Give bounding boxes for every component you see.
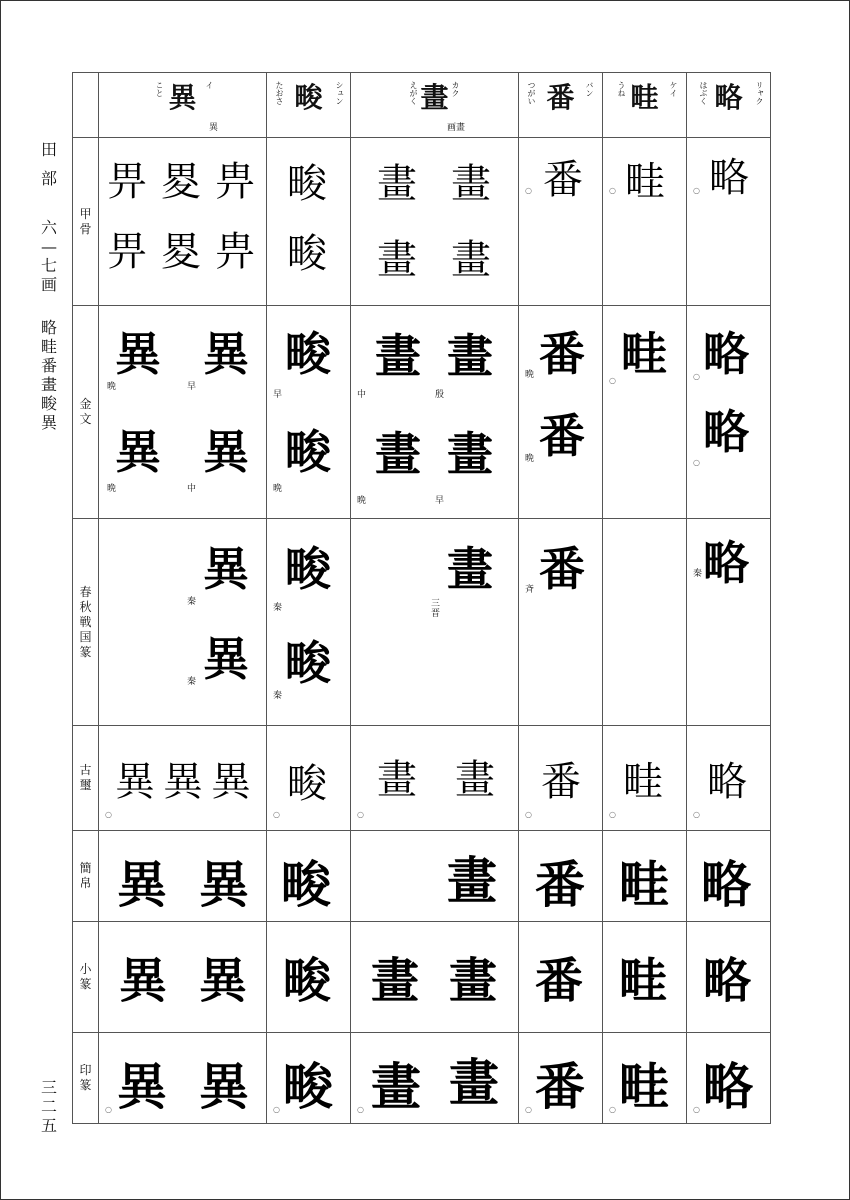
glyph: 異 bbox=[203, 632, 249, 686]
glyph: 異 bbox=[203, 327, 249, 381]
glyph: 畯 bbox=[283, 1057, 333, 1116]
cell-chunqiu-yi bbox=[99, 519, 267, 726]
page-number-digit: 二 bbox=[40, 1097, 57, 1116]
period-tag: 中 bbox=[187, 484, 197, 494]
cell-chunqiu-shun bbox=[267, 519, 351, 726]
row-label bbox=[73, 922, 99, 1033]
row-label-char: 甲 bbox=[79, 206, 92, 221]
marker-circle: ○ bbox=[357, 810, 364, 819]
glyph: 異 bbox=[115, 327, 161, 381]
period-tag: 斉 bbox=[525, 585, 535, 595]
row-xiaozhuan bbox=[73, 922, 771, 1033]
row-guxi bbox=[73, 726, 771, 831]
period-tag: 三晋 bbox=[431, 599, 441, 619]
cell-chunqiu-ban bbox=[519, 519, 603, 726]
reading-kun: たおさ bbox=[275, 81, 284, 105]
row-label bbox=[73, 1033, 99, 1124]
reading-on: シュン bbox=[335, 81, 344, 105]
header-cell-kaku bbox=[351, 73, 519, 138]
period-tag: 晩 bbox=[525, 370, 535, 380]
radical-char: 部 bbox=[40, 169, 57, 188]
cell-jiagu-kaku bbox=[351, 138, 519, 306]
glyph: 略 bbox=[703, 953, 752, 1009]
header-cell-yi bbox=[99, 73, 267, 138]
marker-circle: ○ bbox=[693, 1105, 700, 1114]
cell-xiaozhuan-ryaku bbox=[687, 922, 771, 1033]
char-list-item: 番 bbox=[40, 356, 57, 375]
glyph: 略 bbox=[703, 536, 749, 590]
glyph: 異 bbox=[115, 759, 155, 805]
glyph: 畫 bbox=[375, 329, 421, 383]
glyph: 畫 bbox=[377, 757, 417, 803]
cell-jiagu-kei bbox=[603, 138, 687, 306]
period-tag: 秦 bbox=[187, 677, 197, 687]
glyph: 番 bbox=[539, 327, 585, 381]
marker-circle: ○ bbox=[609, 376, 616, 385]
glyph: 異 bbox=[203, 425, 249, 479]
marker-circle: ○ bbox=[693, 458, 700, 467]
glyph: 畯 bbox=[285, 636, 331, 690]
glyph: 畦 bbox=[623, 759, 663, 805]
row-label bbox=[73, 138, 99, 306]
row-jinwen bbox=[73, 306, 771, 519]
glyph: 略 bbox=[709, 155, 749, 201]
radical-caption bbox=[34, 140, 64, 188]
glyph: 番 bbox=[543, 157, 583, 203]
cell-yinzhuan-ban bbox=[519, 1033, 603, 1124]
cell-guxi-kaku bbox=[351, 726, 519, 831]
cell-jianbo-yi bbox=[99, 831, 267, 922]
reading-on: ケイ bbox=[669, 81, 678, 97]
glyph: 畫 bbox=[455, 757, 495, 803]
char-list-item: 略 bbox=[40, 318, 57, 337]
header-cell-ban bbox=[519, 73, 603, 138]
glyph: 略 bbox=[707, 759, 747, 805]
header-char: 畯 bbox=[294, 81, 323, 114]
glyph: 番 bbox=[539, 409, 585, 463]
glyph: 畟 bbox=[161, 229, 201, 275]
marker-circle: ○ bbox=[525, 810, 532, 819]
cell-chunqiu-ryaku bbox=[687, 519, 771, 726]
marker-circle: ○ bbox=[105, 1105, 112, 1114]
period-tag: 晩 bbox=[525, 454, 535, 464]
period-tag: 殷 bbox=[435, 390, 445, 400]
period-tag: 秦 bbox=[273, 691, 283, 701]
row-chunqiu bbox=[73, 519, 771, 726]
stroke-char: 画 bbox=[40, 275, 57, 294]
period-tag: 早 bbox=[273, 390, 283, 400]
glyph: 畫 bbox=[451, 237, 491, 283]
row-label-char: 金 bbox=[79, 397, 92, 411]
cell-jiagu-yi bbox=[99, 138, 267, 306]
cell-jiagu-ban bbox=[519, 138, 603, 306]
char-list-item: 畦 bbox=[40, 337, 57, 356]
period-tag: 晩 bbox=[273, 484, 283, 494]
glyph: 畫 bbox=[449, 1053, 499, 1112]
cell-jiagu-ryaku bbox=[687, 138, 771, 306]
glyph: 番 bbox=[535, 1057, 585, 1116]
header-row bbox=[73, 73, 771, 138]
cell-guxi-shun bbox=[267, 726, 351, 831]
glyph: 畁 bbox=[215, 229, 255, 275]
row-label-char: 戦 bbox=[79, 614, 92, 629]
row-label bbox=[73, 519, 99, 726]
stroke-dash: — bbox=[41, 237, 57, 256]
row-label-char: 篆 bbox=[79, 977, 92, 991]
glyph: 畫 bbox=[371, 1057, 421, 1116]
marker-circle: ○ bbox=[525, 1105, 532, 1114]
period-tag: 晩 bbox=[107, 382, 117, 392]
glyph: 番 bbox=[535, 953, 584, 1009]
row-label-char: 秋 bbox=[79, 599, 92, 614]
glyph: 畫 bbox=[447, 851, 497, 910]
glyph: 畦 bbox=[621, 327, 667, 381]
row-label-char: 小 bbox=[79, 962, 92, 976]
header-cell-kei bbox=[603, 73, 687, 138]
cell-xiaozhuan-kei bbox=[603, 922, 687, 1033]
reading-kun: えがく bbox=[409, 81, 418, 105]
header-sub: 異 bbox=[209, 123, 219, 133]
row-jiagu bbox=[73, 138, 771, 306]
glyph: 畦 bbox=[619, 855, 669, 914]
row-label bbox=[73, 831, 99, 922]
cell-jianbo-kaku bbox=[351, 831, 519, 922]
cell-guxi-ryaku bbox=[687, 726, 771, 831]
cell-xiaozhuan-ban bbox=[519, 922, 603, 1033]
glyph: 略 bbox=[703, 405, 749, 459]
cell-yinzhuan-kaku bbox=[351, 1033, 519, 1124]
row-label-char: 篆 bbox=[79, 644, 92, 659]
character-table bbox=[72, 72, 771, 1124]
glyph: 異 bbox=[163, 759, 203, 805]
row-yinzhuan bbox=[73, 1033, 771, 1124]
glyph: 畯 bbox=[287, 161, 327, 207]
header-corner bbox=[73, 73, 99, 138]
reading-on: リャク bbox=[755, 81, 764, 105]
glyph: 番 bbox=[541, 759, 581, 805]
marker-circle: ○ bbox=[609, 810, 616, 819]
page-number bbox=[34, 1078, 64, 1135]
cell-guxi-ban bbox=[519, 726, 603, 831]
row-label-char: 春 bbox=[79, 584, 92, 599]
glyph: 畯 bbox=[285, 542, 331, 596]
header-char: 畦 bbox=[630, 81, 659, 114]
glyph: 畯 bbox=[285, 327, 331, 381]
glyph: 畯 bbox=[281, 855, 331, 914]
glyph: 畫 bbox=[447, 329, 493, 383]
row-label-char: 印 bbox=[79, 1063, 92, 1077]
glyph: 畫 bbox=[375, 427, 421, 481]
cell-guxi-yi bbox=[99, 726, 267, 831]
glyph: 畀 bbox=[107, 159, 147, 205]
glyph: 畫 bbox=[449, 953, 498, 1009]
cell-yinzhuan-kei bbox=[603, 1033, 687, 1124]
row-label-char: 古 bbox=[79, 763, 92, 777]
marker-circle: ○ bbox=[105, 810, 112, 819]
marker-circle: ○ bbox=[693, 810, 700, 819]
glyph: 畫 bbox=[447, 427, 493, 481]
char-list-item: 異 bbox=[40, 413, 57, 432]
header-char: 畫 bbox=[420, 81, 449, 114]
glyph: 略 bbox=[701, 855, 751, 914]
cell-jianbo-ban bbox=[519, 831, 603, 922]
cell-jianbo-kei bbox=[603, 831, 687, 922]
cell-jianbo-shun bbox=[267, 831, 351, 922]
char-list-caption bbox=[34, 318, 64, 432]
glyph: 番 bbox=[535, 855, 585, 914]
marker-circle: ○ bbox=[693, 186, 700, 195]
row-label-char: 骨 bbox=[79, 221, 92, 236]
period-tag: 早 bbox=[435, 496, 445, 506]
reading-kun: こと bbox=[155, 81, 164, 97]
row-label-char: 文 bbox=[79, 412, 92, 426]
header-char: 異 bbox=[168, 81, 197, 114]
cell-yinzhuan-ryaku bbox=[687, 1033, 771, 1124]
cell-jianbo-ryaku bbox=[687, 831, 771, 922]
glyph: 異 bbox=[199, 1057, 249, 1116]
cell-jinwen-kaku bbox=[351, 306, 519, 519]
glyph: 畯 bbox=[285, 425, 331, 479]
cell-xiaozhuan-kaku bbox=[351, 922, 519, 1033]
glyph: 畯 bbox=[283, 953, 332, 1009]
glyph: 異 bbox=[117, 855, 167, 914]
period-tag: 秦 bbox=[273, 603, 283, 613]
char-list-item: 畫 bbox=[40, 375, 57, 394]
cell-yinzhuan-yi bbox=[99, 1033, 267, 1124]
glyph: 畦 bbox=[619, 1057, 669, 1116]
glyph: 異 bbox=[117, 1057, 167, 1116]
period-tag: 秦 bbox=[187, 597, 197, 607]
page-number-digit: 三 bbox=[40, 1078, 57, 1097]
cell-jinwen-kei bbox=[603, 306, 687, 519]
period-tag: 秦 bbox=[693, 569, 703, 579]
reading-on: イ bbox=[205, 81, 214, 89]
period-tag: 早 bbox=[187, 382, 197, 392]
stroke-caption bbox=[34, 218, 64, 294]
glyph: 畀 bbox=[107, 229, 147, 275]
row-label bbox=[73, 306, 99, 519]
header-cell-shun bbox=[267, 73, 351, 138]
glyph: 番 bbox=[539, 542, 585, 596]
glyph: 異 bbox=[115, 425, 161, 479]
marker-circle: ○ bbox=[693, 372, 700, 381]
reading-kun: はぶく bbox=[699, 81, 708, 105]
glyph: 畯 bbox=[287, 231, 327, 277]
reading-on: バン bbox=[585, 81, 594, 97]
period-tag: 中 bbox=[357, 390, 367, 400]
marker-circle: ○ bbox=[525, 186, 532, 195]
glyph: 畁 bbox=[215, 159, 255, 205]
header-sub: 画畫 bbox=[447, 123, 466, 133]
header-char: 略 bbox=[714, 81, 743, 114]
marker-circle: ○ bbox=[609, 1105, 616, 1114]
marker-circle: ○ bbox=[357, 1105, 364, 1114]
glyph: 異 bbox=[199, 953, 248, 1009]
glyph: 異 bbox=[119, 953, 168, 1009]
cell-chunqiu-kei bbox=[603, 519, 687, 726]
cell-guxi-kei bbox=[603, 726, 687, 831]
header-char: 番 bbox=[546, 81, 575, 114]
cell-jinwen-ryaku bbox=[687, 306, 771, 519]
cell-chunqiu-kaku bbox=[351, 519, 519, 726]
stroke-char: 六 bbox=[40, 218, 57, 237]
glyph: 畟 bbox=[161, 159, 201, 205]
cell-jinwen-shun bbox=[267, 306, 351, 519]
cell-jinwen-ban bbox=[519, 306, 603, 519]
period-tag: 晩 bbox=[357, 496, 367, 506]
row-label-char: 篆 bbox=[79, 1078, 92, 1092]
row-label-char: 簡 bbox=[79, 861, 92, 875]
reading-kun: うね bbox=[617, 81, 626, 97]
stroke-char: 七 bbox=[40, 256, 57, 275]
row-label-char: 帛 bbox=[79, 876, 92, 890]
cell-yinzhuan-shun bbox=[267, 1033, 351, 1124]
cell-xiaozhuan-shun bbox=[267, 922, 351, 1033]
glyph: 畫 bbox=[371, 953, 420, 1009]
marker-circle: ○ bbox=[273, 810, 280, 819]
reading-on: カク bbox=[451, 81, 460, 97]
cell-jiagu-shun bbox=[267, 138, 351, 306]
radical-char: 田 bbox=[40, 140, 57, 159]
reading-kun: つがい bbox=[527, 81, 536, 105]
row-label-char: 国 bbox=[79, 629, 92, 644]
marker-circle: ○ bbox=[609, 186, 616, 195]
glyph: 略 bbox=[703, 1057, 753, 1116]
marker-circle: ○ bbox=[273, 1105, 280, 1114]
row-label-char: 璽 bbox=[79, 778, 92, 792]
glyph: 畦 bbox=[625, 159, 665, 205]
page-number-digit: 五 bbox=[40, 1116, 57, 1135]
glyph: 畦 bbox=[619, 953, 668, 1009]
row-jianbo bbox=[73, 831, 771, 922]
glyph: 畫 bbox=[377, 161, 417, 207]
row-label bbox=[73, 726, 99, 831]
period-tag: 晩 bbox=[107, 484, 117, 494]
glyph: 畫 bbox=[451, 161, 491, 207]
cell-jinwen-yi bbox=[99, 306, 267, 519]
glyph: 畯 bbox=[287, 761, 327, 807]
glyph: 異 bbox=[211, 759, 251, 805]
glyph: 畫 bbox=[377, 237, 417, 283]
glyph: 異 bbox=[199, 855, 249, 914]
char-list-item: 畯 bbox=[40, 394, 57, 413]
glyph: 略 bbox=[703, 327, 749, 381]
cell-xiaozhuan-yi bbox=[99, 922, 267, 1033]
header-cell-ryaku bbox=[687, 73, 771, 138]
glyph: 畫 bbox=[447, 542, 493, 596]
glyph: 異 bbox=[203, 542, 249, 596]
